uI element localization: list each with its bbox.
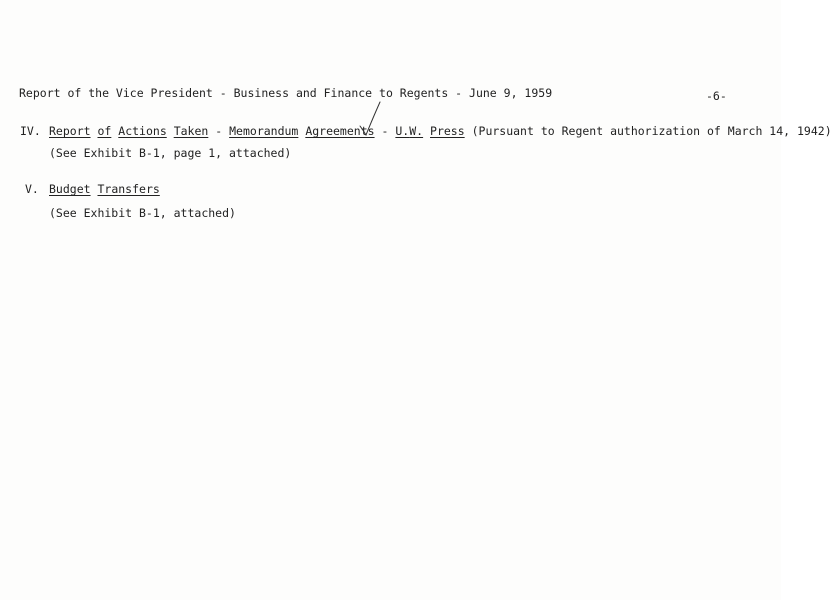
section-iv-suffix: (Pursuant to Regent authorization of March 14, 1942) — [471, 124, 832, 138]
document-header-title: Report of the Vice President - Business and Finance to Regents - June 9, 1959 — [19, 86, 553, 100]
heading-word: Taken — [173, 124, 209, 138]
section-iv-numeral: IV. — [20, 124, 41, 138]
heading-word: Press — [430, 124, 465, 138]
page-number: -6- — [706, 89, 727, 103]
heading-word: Report — [49, 124, 91, 138]
heading-separator: - — [215, 124, 223, 138]
heading-word: Actions — [118, 124, 167, 138]
heading-separator: - — [381, 124, 389, 138]
heading-word: Transfers — [97, 182, 160, 196]
section-iv-heading — [49, 124, 832, 138]
heading-word: W. — [409, 124, 424, 138]
section-v-note: (See Exhibit B-1, attached) — [49, 206, 236, 220]
section-iv-note: (See Exhibit B-1, page 1, attached) — [49, 146, 292, 160]
heading-word: Memorandum — [229, 124, 299, 138]
section-v-heading — [49, 182, 160, 196]
heading-word: of — [97, 124, 112, 138]
heading-word: Budget — [49, 182, 91, 196]
handwritten-check-mark — [358, 100, 388, 140]
heading-word: Agreements — [305, 124, 375, 138]
heading-word: U. — [395, 124, 410, 138]
section-v-numeral: V. — [25, 182, 39, 196]
